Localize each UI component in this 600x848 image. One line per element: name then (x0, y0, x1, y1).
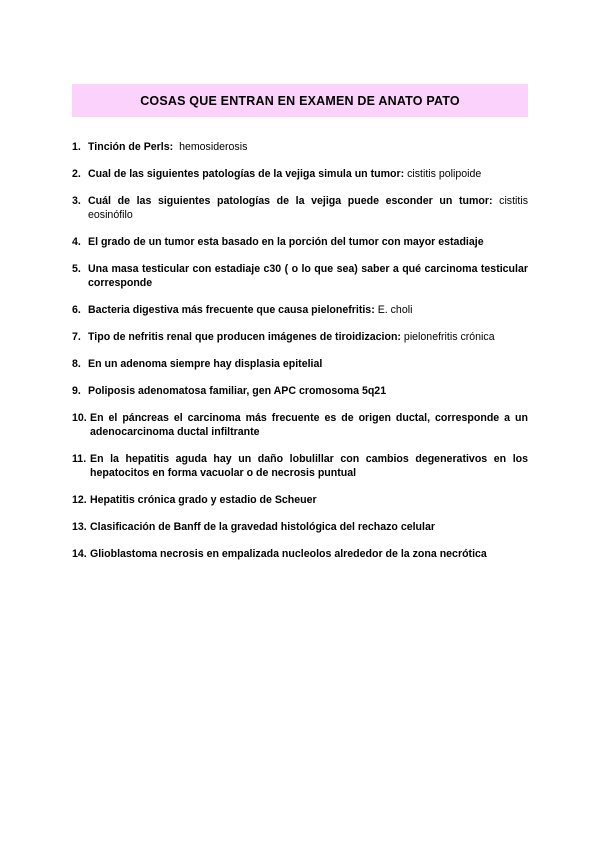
list-item (72, 167, 528, 181)
item-answer: hemosiderosis (179, 141, 248, 153)
item-question: Tinción de Perls: (88, 141, 174, 153)
list-item (72, 493, 528, 507)
list-item (72, 520, 528, 534)
list-item (72, 303, 528, 317)
question-list (72, 140, 528, 561)
item-question: En un adenoma siempre hay displasia epitelial (88, 358, 323, 370)
item-question: Poliposis adenomatosa familiar, gen APC cromosoma 5q21 (88, 385, 387, 397)
item-number: 14. (72, 548, 87, 560)
item-question: Cuál de las siguientes patologías de la vejiga puede esconder un tumor: (88, 195, 493, 207)
list-item (72, 452, 528, 480)
item-question: En el páncreas el carcinoma más frecuente es de origen ductal, corresponde a un adenocarcinoma ductal infiltrante (90, 412, 528, 438)
list-item (72, 235, 528, 249)
list-item (72, 547, 528, 561)
item-answer: pielonefritis crónica (403, 331, 495, 343)
item-number: 11. (72, 453, 87, 465)
item-question: En la hepatitis aguda hay un daño lobulillar con cambios degenerativos en los hepatocitos en forma vacuolar o de necrosis puntual (90, 453, 528, 479)
list-item (72, 330, 528, 344)
item-question: El grado de un tumor esta basado en la porción del tumor con mayor estadiaje (88, 236, 484, 248)
item-question: Clasificación de Banff de la gravedad histológica del rechazo celular (90, 521, 435, 533)
item-question: Hepatitis crónica grado y estadio de Scheuer (90, 494, 317, 506)
item-number: 13. (72, 521, 87, 533)
item-answer: cistitis polipoide (407, 168, 482, 180)
list-item (72, 140, 528, 154)
item-number: 3. (72, 195, 81, 207)
item-number: 6. (72, 304, 81, 316)
title-banner (72, 84, 528, 117)
item-number: 4. (72, 236, 81, 248)
item-question: Glioblastoma necrosis en empalizada nucleolos alrededor de la zona necrótica (90, 548, 487, 560)
item-number: 8. (72, 358, 81, 370)
item-number: 5. (72, 263, 81, 275)
list-item (72, 411, 528, 439)
item-question: Tipo de nefritis renal que producen imágenes de tiroidizacion: (88, 331, 401, 343)
item-number: 10. (72, 412, 87, 424)
item-number: 2. (72, 168, 81, 180)
page-title: COSAS QUE ENTRAN EN EXAMEN DE ANATO PATO (140, 93, 460, 108)
list-item (72, 357, 528, 371)
item-number: 12. (72, 494, 87, 506)
list-item (72, 384, 528, 398)
item-number: 9. (72, 385, 81, 397)
item-answer: cistitis eosinófilo (88, 195, 528, 221)
item-question: Una masa testicular con estadiaje c30 ( o lo que sea) saber a qué carcinoma testicular corresponde (88, 263, 528, 289)
item-question: Cual de las siguientes patologías de la vejiga simula un tumor: (88, 168, 405, 180)
list-item (72, 194, 528, 222)
item-answer: E. choli (377, 304, 413, 316)
list-item (72, 262, 528, 290)
item-number: 1. (72, 141, 81, 153)
item-number: 7. (72, 331, 81, 343)
item-question: Bacteria digestiva más frecuente que causa pielonefritis: (88, 304, 375, 316)
